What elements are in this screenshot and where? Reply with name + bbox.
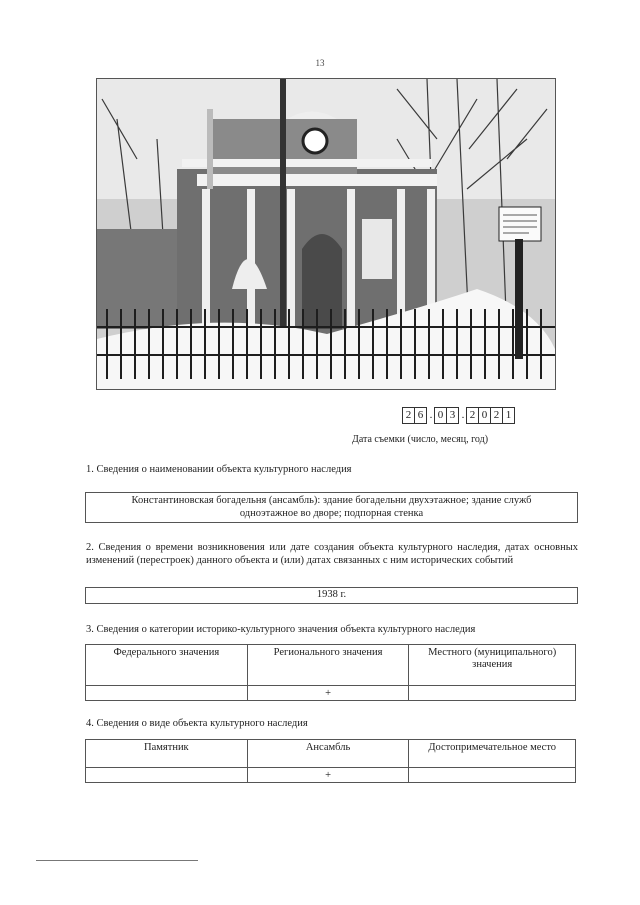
footnote-divider xyxy=(36,860,198,861)
date-caption: Дата съемки (число, месяц, год) xyxy=(352,434,489,445)
date-digit: 0 xyxy=(434,407,447,424)
category-local: Местного (муниципального) значения xyxy=(409,645,576,686)
section-2-heading: 2. Сведения о времени возникновения или дате создания объекта культурного наследия, датах основных изменений (перестроек) данного объекта и (или) датах связанных с ним исторических событий xyxy=(86,542,578,566)
date-digit: 3 xyxy=(446,407,459,424)
category-regional: Регионального значения xyxy=(247,645,409,686)
type-monument: Памятник xyxy=(86,740,248,768)
building-photo xyxy=(96,78,556,390)
date-digit: 0 xyxy=(478,407,491,424)
date-digit: 1 xyxy=(502,407,515,424)
section-3-heading: 3. Сведения о категории историко-культурного значения объекта культурного наследия xyxy=(86,624,476,635)
date-digit: 2 xyxy=(466,407,479,424)
section-4-heading: 4. Сведения о виде объекта культурного наследия xyxy=(86,718,308,729)
type-table xyxy=(85,739,576,783)
section-1-heading: 1. Сведения о наименовании объекта культурного наследия xyxy=(86,464,352,475)
date-digit: 6 xyxy=(414,407,427,424)
category-mark xyxy=(409,686,576,701)
type-mark xyxy=(86,768,248,783)
category-table xyxy=(85,644,576,701)
type-ensemble: Ансамбль xyxy=(247,740,409,768)
section-1-value-line: одноэтажное во дворе; подпорная стенка xyxy=(239,508,424,519)
date-digit: 2 xyxy=(490,407,503,424)
date-separator: . xyxy=(429,409,433,421)
category-federal: Федерального значения xyxy=(86,645,248,686)
type-landmark: Достопримечательное место xyxy=(409,740,576,768)
photo-date xyxy=(403,407,515,424)
section-1-value-line: Константиновская богадельня (ансамбль): здание богадельни двухэтажное; здание служб xyxy=(131,495,532,506)
type-mark: + xyxy=(247,768,409,783)
date-digit: 2 xyxy=(402,407,415,424)
page-number: 13 xyxy=(315,58,325,68)
section-2-value: 1938 г. xyxy=(85,587,578,604)
category-mark xyxy=(86,686,248,701)
category-mark: + xyxy=(247,686,409,701)
section-1-value xyxy=(85,492,578,523)
type-mark xyxy=(409,768,576,783)
date-separator: . xyxy=(461,409,465,421)
